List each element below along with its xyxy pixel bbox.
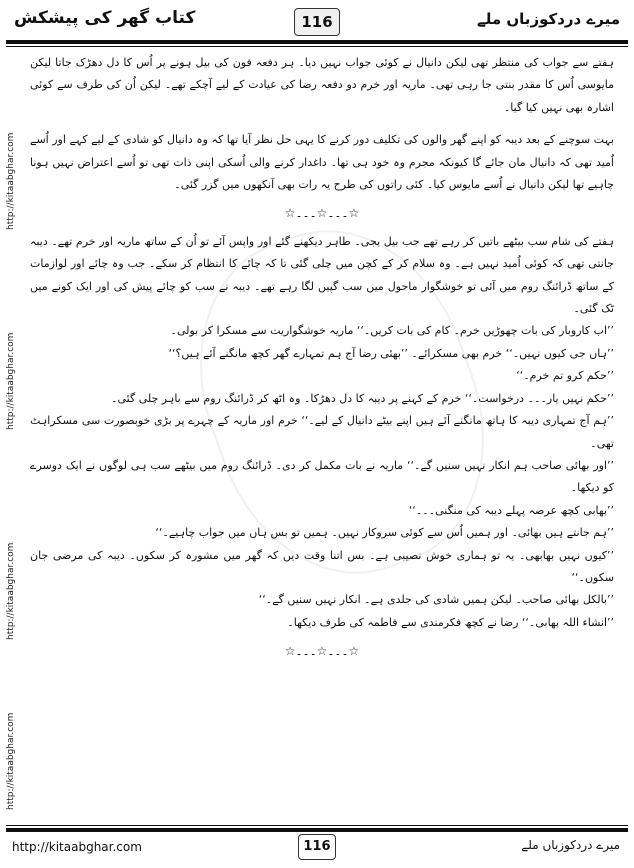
paragraph: ’’کیوں نہیں بھابھی۔ یہ تو ہماری خوش نصیبی ہے۔ بس اتنا وقت دیں کہ گھر میں مشورہ کر سکوں۔ دیبہ کی مرضی جان سکوں۔‘‘ [30,548,614,584]
paragraph: ’’ہم جانتے ہیں بھائی۔ اور ہمیں اُس سے کوئی سروکار نہیں۔ ہمیں تو بس ہاں میں جواب چاہیے۔‘‘ [155,526,614,540]
paragraph: ’’بھابی کچھ عرصہ پہلے دیبہ کی منگنی۔۔۔‘‘ [408,503,614,517]
paragraph: ’’اور بھائی صاحب ہم انکار نہیں سنیں گے۔‘‘ ماریہ نے بات مکمل کر دی۔ ڈرائنگ روم میں بیٹھے سب ہی لوگوں نے ایک دوسرے کو دیکھا۔ [30,458,614,495]
paragraph: بہت سوچنے کے بعد دیبہ کو اپنے گھر والوں کی تکلیف دور کرنے کا یہی حل نظر آیا تھا کہ وہ دانیال کو شادی کے لیے کہے اور اُسے اُمید تھی کہ دانیال مان جائے گا کیونکہ مجرم وہ خود ہی تھا۔ داغدار کرنے والی اُسکی اپنی ذات تھی تو اُسے اعتراض نہیں ہونا چاہیے تھا لیکن دانیال نے اُسے مایوس کیا۔ کئی راتوں کی طرح یہ رات بھی آنکھوں میں گزر گئی۔ [30,133,614,192]
footer-story-title: میرے دردکوزباں ملے [521,838,620,852]
page-header [8,6,626,40]
section-separator: ☆۔۔۔☆۔۔۔☆ [284,644,360,659]
footer-url-link[interactable]: http://kitaabghar.com [12,840,142,854]
paragraph: ہفتے سے جواب کی منتظر تھی لیکن دانیال نے کوئی جواب نہیں دیا۔ ہر دفعہ فون کی بیل ہونے پر اُس کا دل دھڑک جاتا لیکن مایوسی اُس کا مقدر بنتی جا رہی تھی۔ ماریہ اور خرم دو دفعہ رضا کی عیادت کے لیے آچکے تھے۔ لیکن اُن کی طرف سے کوئی اشارہ بھی نہیں کیا گیا۔ [30,56,614,114]
story-body [30,52,614,820]
footer-rule-thin [6,825,628,826]
paragraph: ’’حکم نہیں یار۔۔۔ درخواست۔‘‘ خرم کے کہنے پر دیبہ کا دل دھڑکا۔ وہ اٹھ کر ڈرائنگ روم سے باہر چلی گئی۔ [111,391,614,405]
page-footer [8,832,626,862]
footer-page-number: 116 [298,834,336,860]
paragraph: ’’حکم کرو تم خرم۔‘‘ [516,369,614,383]
paragraph: ’’اب کاروبار کی بات چھوڑیں خرم۔ کام کی بات کریں۔‘‘ ماریہ خوشگواریت سے مسکرا کر بولی۔ [170,324,614,338]
paragraph: ’’انشاء اللہ بھابی۔‘‘ رضا نے کچھ فکرمندی سے فاطمہ کی طرف دیکھا۔ [287,615,614,629]
story-title: میرے دردکوزباں ملے [476,10,620,28]
page-number: 116 [294,8,340,36]
section-separator: ☆۔۔۔☆۔۔۔☆ [284,206,360,221]
brand-title: کتاب گھر کی پیشکش [14,8,196,28]
paragraph: ہفتے کی شام سب بیٹھے باتیں کر رہے تھے جب بیل بجی۔ طاہر دیکھنے گئے اور واپس آئے تو اُن کے ساتھ ماریہ اور خرم تھے۔ دیبہ جانتی تھی کہ کوئی اُمید نہیں ہے۔ وہ سلام کر کے کچن میں چلی گئی تا کہ چائے کا انتظام کر سکے۔ جب وہ چائے اور لوازمات کے ساتھ ڈرائنگ روم میں آئی تو خوشگوار ماحول میں سب گپیں لگا رہے تھے۔ دیبہ نے سب کو چائے پیش کی اور ایک کونے میں ٹک گئی۔ [30,234,614,316]
paragraph: ’’ہم آج تمہاری دیبہ کا ہاتھ مانگنے آئے ہیں اپنے بیٹے دانیال کے لیے۔‘‘ خرم اور ماریہ کے چہرے پر بڑی خوبصورت سی مسکراہٹ تھی۔ [30,414,614,450]
header-rule [6,40,628,44]
paragraph: ’’ہاں جی کیوں نہیں۔‘‘ خرم بھی مسکرائے۔ ’’بھئی رضا آج ہم تمہارے گھر کچھ مانگنے آئے ہیں؟‘‘ [168,346,614,360]
header-rule-thin [6,46,628,47]
paragraph: ’’بالکل بھائی صاحب۔ لیکن ہمیں شادی کی جلدی ہے۔ انکار نہیں سنیں گے۔‘‘ [258,593,614,607]
